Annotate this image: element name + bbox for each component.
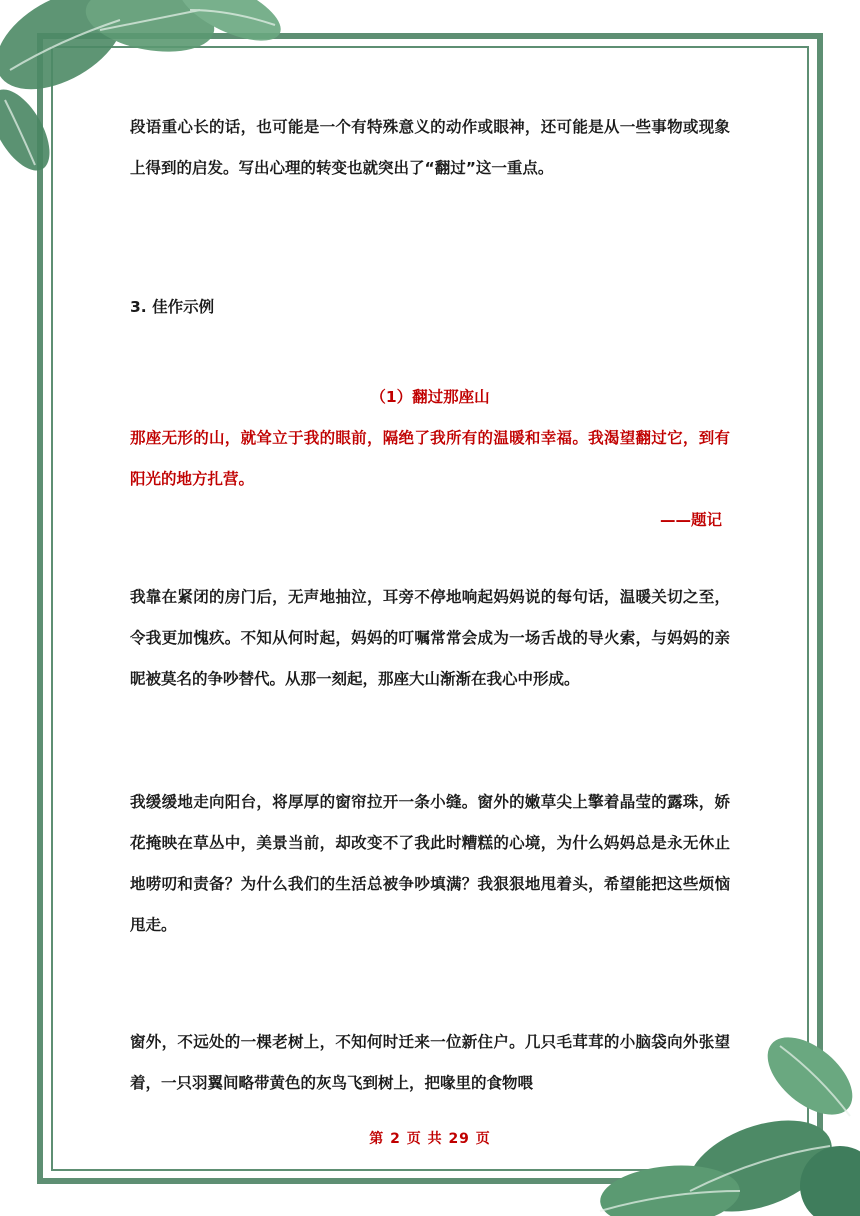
page-number-footer: 第 2 页 共 29 页 [369, 1131, 491, 1147]
essay-header-block [130, 377, 730, 541]
epigraph-attribution: ——题记 [659, 511, 722, 529]
essay-title: （1）翻过那座山 [370, 388, 490, 406]
body-text-block-2 [130, 577, 730, 700]
paragraph-3: 我缓缓地走向阳台，将厚厚的窗帘拉开一条小缝。窗外的嫩草尖上擎着晶莹的露珠，娇花掩映在草丛中，美景当前，却改变不了我此时糟糕的心境，为什么妈妈总是永无休止地唠叨和责备？为什么我们的生活总被争吵填满？我狠狠地甩着头，希望能把这些烦恼甩走。 [130, 793, 730, 934]
section-heading: 3. 佳作示例 [130, 298, 215, 316]
paragraph-1: 段语重心长的话，也可能是一个有特殊意义的动作或眼神，还可能是从一些事物或现象上得到的启发。写出心理的转变也就突出了“翻过”这一重点。 [130, 118, 730, 177]
section-heading-block [130, 287, 730, 328]
body-text-block-4 [130, 1022, 730, 1104]
epigraph: 那座无形的山，就耸立于我的眼前，隔绝了我所有的温暖和幸福。我渴望翻过它，到有阳光的地方扎营。 [130, 429, 730, 488]
paragraph-2: 我靠在紧闭的房门后，无声地抽泣，耳旁不停地响起妈妈说的每句话，温暖关切之至，令我更加愧疚。不知从何时起，妈妈的叮嘱常常会成为一场舌战的导火索，与妈妈的亲昵被莫名的争吵替代。从那一刻起，那座大山渐渐在我心中形成。 [130, 588, 730, 688]
body-text-block-1 [130, 107, 730, 189]
body-text-block-3 [130, 782, 730, 946]
paragraph-4: 窗外，不远处的一棵老树上，不知何时迁来一位新住户。几只毛茸茸的小脑袋向外张望着，一只羽翼间略带黄色的灰鸟飞到树上，把喙里的食物喂 [130, 1033, 730, 1092]
